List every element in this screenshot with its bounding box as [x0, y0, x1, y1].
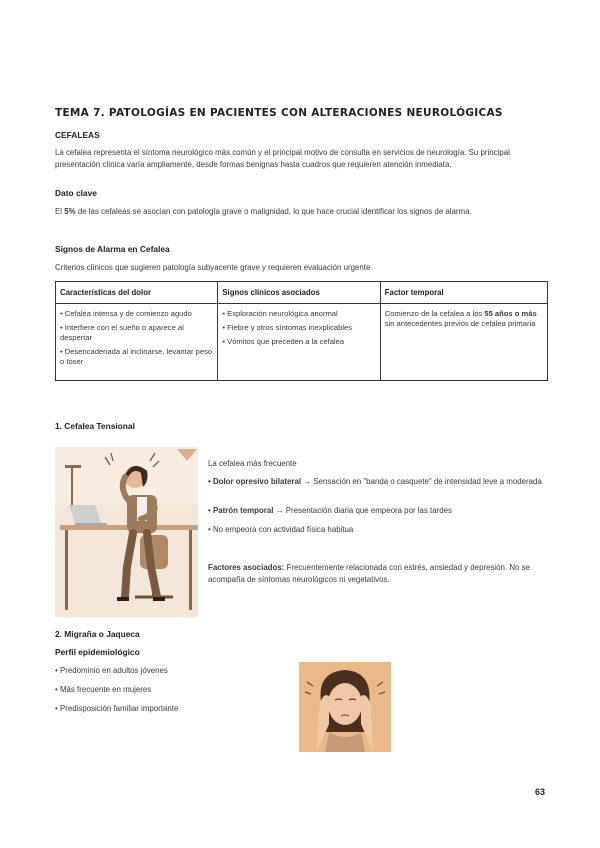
pain-characteristics-cell [56, 304, 218, 381]
column-header: Características del dolor [56, 282, 218, 304]
alarm-subheading: Criterios clínicos que sugieren patología subyacente grave y requieren evaluación urgente [55, 263, 371, 272]
tension-heading: 1. Cefalea Tensional [55, 421, 135, 431]
list-item: • Predominio en adultos jóvenes [55, 666, 168, 675]
list-item: • Desencadenada al inclinarse, levantar peso o toser [60, 347, 213, 366]
list-item: • Vómitos que preceden a la cefalea [222, 337, 345, 346]
list-item: • Cefalea intensa y de comienzo agudo [60, 309, 192, 318]
tension-item: • Patrón temporal → Presentación diaria que empeora por las tardes [208, 506, 452, 515]
migraine-subheading: Perfil epidemiológico [55, 647, 140, 657]
section-heading: CEFALEAS [55, 130, 100, 140]
tension-item: • Dolor opresivo bilateral → Sensación en "banda o casquete" de intensidad leve a moderada [208, 477, 542, 486]
intro-paragraph: La cefalea representa el síntoma neurológico más común y el principal motivo de consulta en servicios de neurología. Su principal presentación clínica varía ampliamente, desde formas benignas hasta cuadros que requieren atención inmediata. [55, 148, 510, 169]
page-title: TEMA 7. PATOLOGÍAS EN PACIENTES CON ALTERACIONES NEUROLÓGICAS [55, 107, 503, 119]
woman-at-desk-illustration [55, 447, 198, 617]
clinical-signs-cell [218, 304, 380, 381]
key-fact-heading: Dato clave [55, 188, 97, 198]
list-item: • Interfiere con el sueño o aparece al despertar [60, 323, 184, 342]
alarm-heading: Signos de Alarma en Cefalea [55, 244, 170, 254]
column-header: Factor temporal [380, 282, 547, 304]
list-item: • Fiebre y otros síntomas inexplicables [222, 323, 353, 332]
tension-factors: Factores asociados: Frecuentemente relacionada con estrés, ansiedad y depresión. No se acompaña de síntomas neurológicos ni vegetativos. [208, 563, 530, 584]
alarm-table [55, 281, 548, 381]
tension-item: • No empeora con actividad física habitua [208, 525, 354, 534]
migraine-portrait-illustration [299, 662, 391, 752]
list-item: • Más frecuente en mujeres [55, 685, 152, 694]
column-header: Signos clínicos asociados [218, 282, 380, 304]
temporal-factor-cell: Comienzo de la cefalea a los 55 años o más sin antecedentes previos de cefalea primaria [380, 304, 547, 381]
table-row [56, 304, 548, 381]
list-item: • Exploración neurológica anormal [222, 309, 338, 318]
tension-lead: La cefalea más frecuente [208, 459, 297, 468]
page-number: 63 [534, 787, 545, 797]
list-item: • Predisposición familiar importante [55, 704, 179, 713]
key-fact-text: El 5% de las cefaleas se asocian con patología grave o malignidad, lo que hace crucial identificar los signos de alarma. [55, 207, 472, 216]
migraine-heading: 2. Migraña o Jaqueca [55, 629, 140, 639]
